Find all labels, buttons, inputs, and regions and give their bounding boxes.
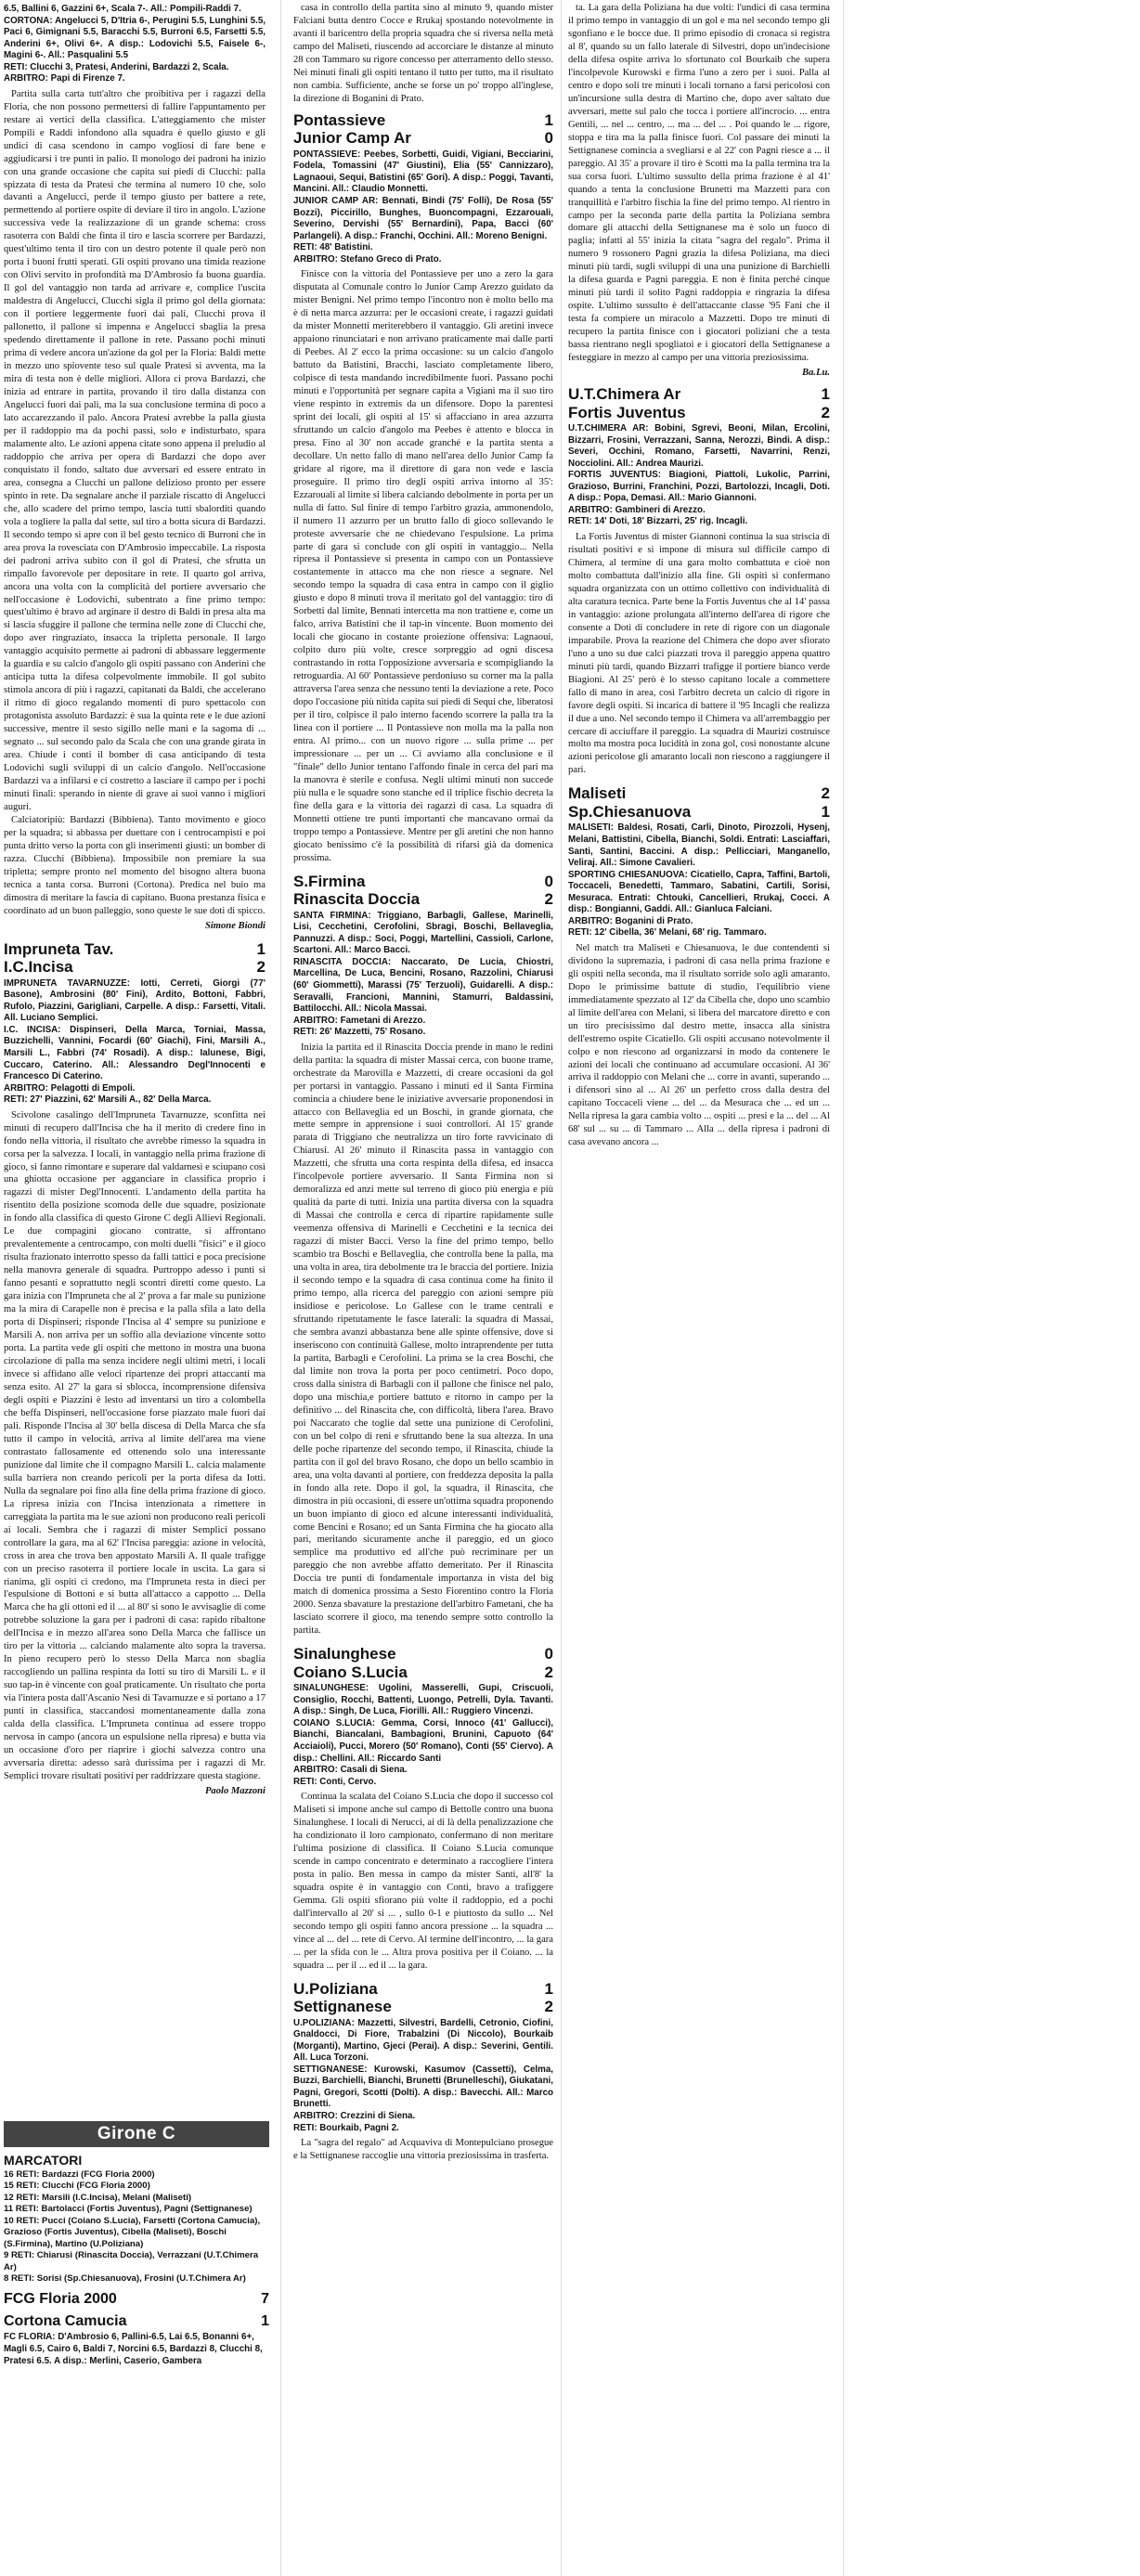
byline: Paolo Mazzoni [204, 1786, 266, 1796]
score-away: Fortis Juventus 2 [568, 403, 830, 421]
match-lineup: U.POLIZIANA: Mazzetti, Silvestri, Bardelli, Cetronio, Ciofini, Gnaldocci, Di Fiore, Trabalzini (Di Niccolo), Bourkaib (Morganti), Martino, Gjeci (Perai). A disp.: Severini, Gentili. All. Luca Torzoni. SETTIGNANESE: Kurowski, Kasumov (Cassetti), Celma, Buzzi, Barchielli, Bianchi, Brunetti (Brunelleschi), Giukatani, Pagni, Gregori, Scotti (Dolti). A disp.: Bavecchi. All.: Marco Brunetti. ARBITRO: Crezzini di Siena. RETI: Bourkaib, Pagni 2. [293, 2017, 553, 2133]
scorer-line: 11 RETI: Bartolacci (Fortis Juventus), Pagni (Settignanese) [4, 2204, 253, 2215]
byline: Simone Biondi [204, 920, 266, 931]
article-firmina-doccia [293, 873, 553, 1638]
girone-c-box [4, 2121, 269, 2370]
player-notes: Calciatoripiù: Bardazzi (Bibbiena). Tanto movimento e gioco per la squadra; si abbassa per duettare con i centrocampisti e poi punta dritto verso la porta con gli inserimenti giusti: un bomber di razza. Clucchi (Bibbiena). Impossibile non premiare la sua tripletta; sempre pronto nel momento del bisogno altera buona tecnica a tanta corsa. Burroni (Cortona). Predica nel buio ma dimostra di meritare la fascia di capitano. Buona prestanza fisica e coordinato ad un buon palleggio, sono queste le sue doti di spicco. [4, 814, 266, 916]
score-home: FCG Floria 2000 7 [4, 2290, 269, 2307]
match-report: Partita sulla carta tutt'altro che proibitiva per i ragazzi della Floria, che non possono permettersi di fallire l'appuntamento per restare ai vertici della classifica. L'atteggiamento che mister Pompili e Raddi infondono alla squadra è quello giusto e gli undici di casa scendono in campo vogliosi di fare bene e aggiudicarsi i tre punti in palio. Il monologo dei padroni ha inizio con una grande occasione che capita sui piedi di Clucchi: palla spizzata di testa da Pratesi che termina al numero 10 che, solo davanti a Angelucci, perde il tempo giusto per battere a rete, permettendo al portiere ospite di deviare il tiro in angolo. L'azione successiva vede la realizzazione di un grande schema: cross rasoterra con Baldi che finta il tiro e lascia scorrere per Bardazzi, quest'ultimo tenta il tiro con un destro potente il quale però non porta i buoni frutti sperati. Gli ospiti provano una timida reazione con Olivi servito in profondità ma D'Ambrosio fa buona guardia. Il gol del vantaggio non tarda ad arrivare e, complice l'uscita maldestra di Angelucci, Clucchi sigla il primo gol della giornata: con il portiere leggermente fuori dai pali, Clucchi prova il pallonetto, il pallone si impenna e Angelucci sbaglia la presa spedendo direttamente il pallone in rete. Passano pochi minuti prima di vedere ancora un'azione da gol per la Floria: Baldi mette in mezzo uno spiovente teso sul quale Pratesi si avventa, ma la mira di testa non è delle migliori. Allora ci prova Bardazzi, che inizia ad entrare in partita, provando il tiro dalla distanza con Angelucci fuori dai pali, ma la sua conclusione termina di poco a lato accarezzando il palo. Ancora Pratesi avrebbe la palla giusta per il raddoppio ma da pochi passi, solo e indisturbato, spara malamente alto. Le azioni appena citate sono appena il preludio al raddoppio che arriva per opera di Bardazzi che dopo aver conquistato il fondo, saltato due avversari ed essere entrato in area, consegna a Clucchi un pallone delizioso pronto per essere spinto in rete. Da segnalare anche il parziale riscatto di Angelucci che, allo scadere del primo tempo, lascia tutti sbalorditi quando vola a togliere la palla dal sette, sul tiro a botta sicura di Bardazzi. Il secondo tempo si apre con il bel gesto tecnico di Burroni che in area prova la rovesciata con D'Ambrosio impeccabile. La risposta dei padroni arriva subito con il gol di Pratesi, che sfrutta un rimpallo favorevole per depositare in rete. Il quarto gol arriva, ancora una volta con la complicità del portiere avversario che nell'occasione è Lodovichi, subentrato a fine primo tempo: quest'ultimo è bravo ad arginare il destro di Baldi in presa alta ma si lascia sfuggire il pallone che termina nelle zone di Clucchi che, dopo aver ringraziato, insacca la tripletta personale. Il largo vantaggio acquisito permette ai padroni di abbassare leggermente la guardia e su calcio d'angolo gli ospiti passano con Anderini che anticipa tutta la difesa colpevolmente immobile. Il gol subito stimola ancora di più i ragazzi, capitanati da Baldi, che accelerano il ritmo di gioco regalando momenti di puro spettacolo con protagonista assoluto Bardazzi: è sua la quinta rete e le due azioni successive, mentre il sesto sigillo nelle mani e la sagoma di ... segnato ... sul secondo palo da Scala che con una grande girata in area. Chiude i conti il bomber di casa anticipando di testa Lodovichi sugli sviluppi di un calcio d'angolo. Nell'occasione Bardazzi va a infilarsi e ci costretto a lasciare il campo per i pochi minuti finali: sperando in niente di grave ai suoi vanno i migliori auguri. [4, 88, 266, 812]
score-away: Settignanese 2 [293, 1998, 553, 2016]
score-home: Sinalunghese 0 [293, 1645, 553, 1663]
match-report: Scivolone casalingo dell'Impruneta Tavarnuzze, sconfitta nei minuti di recupero dall'Incisa che ha il merito di credere fino in fondo nella vittoria, il risultato che avrebbe rimesso la squadra in corsa per la salvezza. I locali, in vantaggio nella prima frazione di gioco, si fanno rimontare e superare dal valdarnesi e sciupano così una ghiotta occasione per agganciare in classifica proprio i ragazzi di mister Degl'Innocenti. L'andamento della partita ha risentito della posizione scomoda delle due squadre, posizionate in fondo alla classifica di questo Girone C degli Allievi Regionali. Le due compagini giocano contratte, si affrontano prevalentemente a centrocampo, con molti duelli "fisici" e il gioco risulta frazionato interrotto spesso da falli tattici e poca precisione nella manovra generale di squadra. Purtroppo adesso i punti si fanno pesanti e soprattutto negli scontri diretti come questo. La gara inizia con l'Impruneta che al 2' prova a far male su punizione ma la mira di Carapelle non è precisa e la palla sfila a lato della porta di Dispinseri; risponde l'Incisa al 4' sempre su punizione e Marsili A. non arriva per un soffio alla deviazione vincente sotto porta. La partita vede gli ospiti che mettono in mostra una buona circolazione di palla ma senza incidere negli ultimi metri, i locali invece si affidano alle veloci ripartenze dei propri attaccanti ma senza esito. Al 27' la gara si sblocca, incomprensione difensiva degli ospiti e Piazzini è lesto ad inventarsi un tiro a colombella che beffa Dispinseri, nell'occasione forse piazzato male fuori dai pali. Risponde l'Incisa al 30' bella discesa di Della Marca che sfa tutto il campo in velocità, arriva al limite dell'area ma viene contrastato fallosamente ed ottenendo solo una interessante punizione dal limite che il compagno Marsili L. calcia malamente sulla barriera non creando pericoli per la porta difesa da Iotti. Nulla da segnalare poi fino alla fine della prima frazione di gioco. La ripresa inizia con l'Incisa intenzionata a rimettere in carreggiata la partita ma le sue azioni non producono reali pericoli ai locali. Sembra che i ragazzi di mister Semplici possano controllare la gara, ma al 62' l'Incisa pareggia: azione in velocità, cross in area che trova ben appostato Marsili A. Il quale trafigge con un preciso rasoterra il portiere locale in uscita. La gara si rianima, gli ospiti ci credono, ma l'Impruneta resta in dieci per l'espulsione di Bottoni e si butta all'attacco a cappotto ... Della Marca che ha gli ottoni ed il ... al 80' si sono le avvisaglie di come potrebbe soluzione la gara per i padroni di casa: rapido ribaltone dell'Incisa e in mezzo all'area sono Della Marca che fallisce un tiro per la vittoria ... calciando malamente alto sopra la traversa. In pieno recupero però lo stesso Della Marca non sbaglia raccogliendo un pallina respinta da Iotti su tiro di Marsili L. e il suo tap-in è vincente con goal praticamente. Un risultato che porta via l'intera posta dall'Ascanio Nesi di Tavarnuzze e si portano a 17 punti in classifica, staccandosi momentaneamente dalla zona calda della classifica. L'Impruneta continua ad essere troppo nervosa in campo (ancora un espulsione nella ripresa) e butta via un occasione d'oro per riaprire i giochi salvezza contro una avversaria diretta: adesso sarà durissima per i ragazzi di Mr. Semplici trovare risultati positivi per raddrizzare questa stagione. [4, 1109, 266, 1782]
girone-title: Girone C [4, 2121, 269, 2147]
column-divider [843, 0, 844, 2576]
article-chimera-fortis [568, 385, 830, 777]
article-maliseti-chiesanuova [568, 784, 830, 1149]
score-home: S.Firmina 0 [293, 872, 553, 890]
match-report: Continua la scalata del Coiano S.Lucia che dopo il successo col Maliseti si impone anche sul campo di Bettolle contro una buona Sinalunghese. I locali di Nerucci, ai di là della penalizzazione che ha condizionato il loro campionato, confermano di non meritare l'ultima posizione di classifica. Il Coiano S.Lucia comunque scende in campo concentrato e determinato a raccogliere l'intera posta in palio. Ben messa in campo da mister Santi, all'8' la squadra ospite è in vantaggio con Conti, bravo a trafiggere Gemma. Gli ospiti sfiorano più volte il raddoppio, ed a pochi dall'intervallo al 20' si ... , sullo 0-1 e piuttosto da sullo ... Nel secondo tempo gli ospiti fanno ancora pressione ... la squadra ... vince al ... del ... rete di Cervo. Al termine dell'incontro, ... la gara ... per la sfida con le ... Altra prova positiva per il Coiano. ... la squadra ... per il ... ed il ... la gara. [293, 1792, 553, 1971]
scorer-line: 8 RETI: Sorisi (Sp.Chiesanuova), Frosini (U.T.Chimera Ar) [4, 2273, 246, 2285]
score-away: Sp.Chiesanuova 1 [568, 802, 830, 821]
column-3 [568, 2, 830, 2576]
score-away: Junior Camp Ar 0 [293, 129, 553, 148]
score-home: Maliseti 2 [568, 784, 830, 803]
article-impruneta-incisa [4, 940, 266, 1798]
score-away: Cortona Camucia 1 [4, 2313, 269, 2330]
score-away: I.C.Incisa 2 [4, 958, 266, 977]
match-report: La "sagra del regalo" ad Acquaviva di Montepulciano prosegue e la Settignanese raccoglie una vittoria preziosissima in trasferta. [293, 2138, 553, 2162]
article-sinalunghese-coiano [293, 1645, 553, 1972]
match-report: Inizia la partita ed il Rinascita Doccia prende in mano le redini della partita: la squadra di mister Massai cerca, con buone trame, orchestrate da Marovilla e Mazzetti, di creare occasioni da gol per portarsi in vantaggio. Passano i minuti ed il Santa Firmina comincia a chiudere bene le iniziative avversarie proponendosi in attacco con Bellaveglia ed un Boschi, in grande giornata, che mette sempre in apprensione i suoi controllori. Al 15' grande parata di Triggiano che neutralizza un tiro forte ravvicinato di Chiarusi. Al 26' minuto il Rinascita passa in vantaggio con Mazzetti, che sfrutta una corta respinta della difesa, ed insacca l'incolpevole portiere avversario. Il Santa Firmina non si demoralizza ed anzi mette sul terreno di gioco più energia e più qualità da parte di tutti. Inizia una partita diversa con la squadra di Massai che controlla e cerca di ripartire rapidamente sulle veemenza offensiva di Marinelli e Cecchetini e la tecnica dei ragazzi di mister Bacci. Verso la fine del primo tempo, bello scambio tra Boschi e Bellaveglia, che controlla bene la palla, ma una volta in area, tira debolmente tra le braccia del portiere. Inizia il secondo tempo e la squadra di casa continua come ha finito il primo tempo, alla ricerca del pareggio con azioni sempre più insidiose e pericolose. Lo Gallese con le trame centrali e sfruttando ripetutamente le fasce laterali: la squadra di Massai, che sembra avanzi abbastanza bene alle spinte offensive, dove si inseriscono con continuità Gallese, molto intraprendente per tutta la partita, Barbagli e Cerofolini. La prima se la crea Boschi, che dal limite non trova la porta per poco centimetri. Poco dopo, cross dalla sinistra di Barbagli con il pallone che finisce nel palo, dopo una mischia,e portiere battuto e ritorno in campo per la definitivo ... del Rinascita che, con difficoltà, libera l'area. Bravo poi Naccarato che toglie dal sette una punizione di Cerofolini, con un bel colpo di reni e sfruttando bene la sua altezza. In una delle poche ripartenze del secondo tempo, il Rinascita, chiude la partita con il gol del bravo Rosano, che dopo un bello scambio in area, una volta davanti al portiere, con freddezza deposita la palla in fondo alla rete. Dopo il gol, la squadra, il Rinascita, che dimostra in più occasioni, di essere un'ottima squadra proponendo un buon impianto di gioco ed alcune interessanti individualità, come Bencini e Rosano; ed un Santa Firmina che ha giocato alla pari, meritando sicuramente anche il pareggio, ed un gioco semplice ma produttivo ed all'che può recriminare per un pareggio che non avrebbe affatto demeritato. Per il Rinascita Doccia tre punti di fondamentale importanza in vista del big match di domenica prossima a Sesto Fiorentino contro la Floria 2000. Senza sbavature la prestazione dell'arbitro Fametani, che ha lasciato scorrere il gioco, ma tenendo sempre sotto controllo la partita. [293, 1042, 553, 1637]
score-away: Rinascita Doccia 2 [293, 890, 553, 909]
match-lineup: FC FLORIA: D'Ambrosio 6, Pallini-6.5, Lai 6.5, Bonanni 6+, Magli 6.5, Cairo 6, Baldi 7, Norcini 6.5, Bardazzi 8, Clucchi 8, Pratesi 6.5. A disp.: Merlini, Caserio, Gambera [4, 2332, 263, 2366]
match-lineup: MALISETI: Baldesi, Rosati, Carli, Dinoto, Pirozzoli, Hysenj, Melani, Battistini, Cibella, Bianchi, Soldi. Entrati: Lasciaffari, Santi, Santini, Baccini. A disp.: Pellicciari, Manganello, Veliraj. All.: Simone Cavalieri. SPORTING CHIESANUOVA: Cicatiello, Capra, Taffini, Bartoli, Toccaceli, Benedetti, Tammaro, Sabatini, Cartili, Sorisi, Mesuraca. Entrati: Chtouki, Cancellieri, Rrukaj, Cocci. A disp.: Bongianni, Gaddi. All.: Gianluca Falciani. ARBITRO: Boganini di Prato. RETI: 12' Cibella, 36' Melani, 68' rig. Tammaro. [568, 822, 830, 938]
match-report: Nel match tra Maliseti e Chiesanuova, le due contendenti si dividono la supremazia, i padroni di casa nella prima frazione e gli ospiti nella seconda, ma il risultato sorride solo agli amaranto. Dopo le primissime battute di studio, l'equilibrio viene immediatamente spezzato al 12' da Cibella che, dopo uno scambio al limite dell'area con Melani, si libera del marcatore diretto e con un tiro precisissimo dal destro mette, insacca alla sinistra dell'estremo ospite Cicatiello. Gli ospiti accusano notevolmente il colpo e non riescono ad organizzarsi in modo da contenere le azioni dei locali che continuano ad accumulare occasioni. Al 36' arriva il raddoppio con Melani che ... corre in avanti, superando ... i difensori sino al ... Al 26' un perfetto cross dalla destra del capitano Toccaceli viene ... del ... da Mesuraca che ... ed un ... Nella ripresa la gara cambia volto ... ospiti ... presi e la ... del ... Al 68' sul ... su ... di Tammaro ... Alla ... della ripresa i padroni di casa avevano ancora ... [568, 942, 830, 1148]
match-report: La Fortis Juventus di mister Giannoni continua la sua striscia di risultati positivi e si impone di misura sul difficile campo di Chimera, al termine di una gara molto combattuta e cioè non molto combattuta dall'inizio alla fine. Gli ospiti si confermano squadra organizzata con un ottimo collettivo con individualità di alta caratura tecnica. Parte bene la Fortis Juventus che al 14' passa in vantaggio: azione prolungata all'interno dell'area di rigore che consente a Doti di concludere in rete di rigore con un diagonale imparabile. Prova la reazione del Chimera che dopo aver sfiorato l'uno a uno su due calci piazzati trova il pareggio appena quattro minuti più tardi, quando Bizzarri trafigge il portiere bianco verde Biagioni. Al 25' però è lo stesso capitano locale a commettere fallo di mano in area, così l'arbitro decreta un calcio di rigore in favore degli ospiti. Si incarica di battere il '95 Incagli che realizza il due a uno. Nel secondo tempo il Chimera va all'arrembaggio per cercare di acciuffare il pareggio. La squadra di Maurizi costruisce molto ma mostra poca lucidità in zona gol, così nonostante alcune azioni pericolose gli amaranto locali non riescono a raggiungere il pari. [568, 531, 830, 776]
article-floria-cortona [4, 4, 266, 933]
match-report-continued: ta. La gara della Poliziana ha due volti: l'undici di casa termina il primo tempo in vantaggio di un gol e ma nel secondo tempo gli sgonfiano e le bocce due. Il primo episodio di cronaca si registra al 8', quando su un fallo laterale di Silvestri, dopo un'indecisione della difesa ospite arriva lo sfortunato col Bourkaib che supera l'incolpevole Kurowski e firma l'uno a zero per i suoi. Palla al centro e dopo soli tre minuti i locali tornano a farsi pericolosi con un'incursione sulla destra di Martino che, dopo aver saltato due avversari, mette sul palo che tocca i portiere all'incrocio. ... entra Gentili, ... nel ... centro, ... ma ... del ... . Poi quando le ... rigore, stoppa e tira ma la palla finisce fuori. Col passare dei minuti la Settignanese comincia a svegliarsi e al 22' con Pagni riesce a ... il pareggio. Al 35' a provare il tiro è Scotti ma la palla termina tra la sua corsa fuori. L'ultimo sussulto della prima frazione è al 41' quando a tenta la conclusione Brunetti ma Mazzetti para con tranquillità e l'arbitro fischia la fine del primo tempo. Al rientro in campo per la seconda parte della partita la Poliziana sembra domare gli attacchi della Settignanese ma è solo un fuoco di paglia; infatti al 55' inizia la citata "sagra del regalo". Prima il numero 9 rossonero Pagni grazia la difesa Poliziana, ma dieci minuti più tardi, sugli sviluppi di una una punizione di Barchielli la difesa guarda e Pagni pareggia. E non è finita perché cinque minuti più tardi il solito Pagni raddoppia e ringrazia la difesa ospite. L'ultimo sussulto è dell'attaccante classe '95 Fani che il testa fa compiere un miracolo a Mazzetti. Dopo tre minuti di recupero la partita finisce con i giocatori poliziani che a testa bassa rientrano negli spogliatoi e i giocatori della Settignanese a festeggiare in mezzo al campo per una vittoria preziosissima. [568, 3, 830, 364]
article-pontassieve-junior [293, 111, 553, 865]
match-report-continued: casa in controllo della partita sino al minuto 9, quando mister Falciani butta dentro Cocce e Rrukaj spostando notevolmente in avanti il baricentro della propria squadra che si riversa nella metà campo del Maliseti, riuscendo ad accorciare le distanze al minuto 28 con Tammaro su rigore concesso per atterramento dello stesso. Nei minuti finali gli ospiti tentano il tutto per tutto, ma il risultato non cambia. Sufficiente, anche se forse un po' troppo all'inglese, la direzione di Boganini di Prato. [293, 3, 553, 104]
column-divider [280, 0, 281, 2576]
byline: Ba.Lu. [801, 368, 830, 379]
match-lineup: IMPRUNETA TAVARNUZZE: Iotti, Cerreti, Giorgi (77' Basone), Ambrosini (80' Fini), Ardito, Bottoni, Fabbri, Rufolo, Piazzini, Garigliani, Carpelle. A disp.: Farsetti, Vitali. All. Luciano Semplici. I.C. INCISA: Dispinseri, Della Marca, Torniai, Massa, Buzzichelli, Vannini, Focardi (60' Giachi), Fini, Marsili A., Marsili L., Fabbri (74' Rosadi). A disp.: Ialunese, Bigi, Cuccaro, Caterino. All.: Alessandro Degl'Innocenti e Francesco Di Caterino. ARBITRO: Pelagotti di Empoli. RETI: 27' Piazzini, 62' Marsili A., 82' Della Marca. [4, 977, 266, 1106]
match-lineup: PONTASSIEVE: Peebes, Sorbetti, Guidi, Vigiani, Becciarini, Fodela, Tomassini (47' Giustini), Elia (55' Cannizzaro), Lagnaoui, Sequi, Batistini (65' Gori). A disp.: Poggi, Tavanti, Mancini. All.: Claudio Monnetti. JUNIOR CAMP AR: Bennati, Bindi (75' Folli), De Rosa (55' Bozzi), Piccirillo, Bunghes, Buoncompagni, Ezzarouali, Severino, Dervishi (55' Bernardini), Papa, Bacci (60' Parlangeli). A disp.: Franchi, Occhini. All.: Moreno Benigni. RETI: 48' Batistini. ARBITRO: Stefano Greco di Prato. [293, 149, 553, 265]
column-2 [293, 2, 553, 2576]
score-home: U.Poliziana 1 [293, 1979, 553, 1998]
scorers-list [4, 2169, 269, 2285]
scorer-line: 16 RETI: Bardazzi (FCG Floria 2000) [4, 2169, 155, 2180]
match-lineup: U.T.CHIMERA AR: Bobini, Sgrevi, Beoni, Milan, Ercolini, Bizzarri, Frosini, Verrazzani, Sanna, Nerozzi, Bindi. A disp.: Severi, Occhini, Romano, Farsetti, Navarrini, Renzi, Nocciolini. All.: Andrea Maurizi. FORTIS JUVENTUS: Biagioni, Piattoli, Lukolic, Parrini, Grazioso, Burrini, Franchini, Pozzi, Bartolozzi, Incagli, Doti. A disp.: Popa, Demasi. All.: Mario Giannoni. ARBITRO: Gambineri di Arezzo. RETI: 14' Doti, 18' Bizzarri, 25' rig. Incagli. [568, 423, 830, 527]
match-lineup: 6.5, Ballini 6, Gazzini 6+, Scala 7-. All.: Pompili-Raddi 7. CORTONA: Angelucci 5, D'Itria 6-, Perugini 5.5, Lunghini 5.5, Paci 6, Gimignani 5.5, Baracchi 5.5, Burroni 6.5, Farsetti 5.5, Anderini 6+, Olivi 6+. A disp.: Lodovichi 5.5, Faisele 6-, Magini 6-. All.: Pasqualini 5.5 RETI: Clucchi 3, Pratesi, Anderini, Bardazzi 2, Scala. ARBITRO: Papi di Firenze 7. [4, 4, 266, 84]
column-4 [861, 2, 1131, 2576]
marcatori-heading: MARCATORI [4, 2153, 83, 2168]
match-lineup: SINALUNGHESE: Ugolini, Masserelli, Gupi, Criscuoli, Consiglio, Rocchi, Battenti, Luongo, Petrelli, Dyla. Tavanti. A disp.: Singh, De Luca, Fiorilli. All.: Ruggiero Vincenzi. COIANO S.LUCIA: Gemma, Corsi, Innoco (41' Gallucci), Bianchi, Biancalani, Bambagioni, Brunini, Capuoto (64' Acciaioli), Pucci, Morero (50' Romano), Conti (55' Ciervo). A disp.: Chellini. All.: Riccardo Santi ARBITRO: Casali di Siena. RETI: Conti, Cervo. [293, 1683, 553, 1787]
score-home: U.T.Chimera Ar 1 [568, 385, 830, 404]
article-poliziana-settignanese [293, 1980, 553, 2163]
scorer-line: 15 RETI: Clucchi (FCG Floria 2000) [4, 2181, 150, 2192]
score-away: Coiano S.Lucia 2 [293, 1663, 553, 1681]
match-report: Finisce con la vittoria del Pontassieve per uno a zero la gara disputata al Comunale contro lo Junior Camp Arezzo guidato da mister Benigni. Nel primo tempo l'incontro non è molto bello ma è di netta marca azzurra: per le occasioni create, i ragazzi guidati da mister Monnetti meriterebbero il vantaggio. Gli aretini invece appaiono rinunciatari e non arrivano praticamente mai dalle parti di Peebes. Al 2' ecco la prima occasione: su un calcio d'angolo battuto da Batistini, Bracchi, lasciato completamente libero, colpisce di testa mandando incredibilmente fuori. Passano pochi minuti e l'opportunità per segnare capita a Vigiani ma il suo tiro viene respinto in extremis da un difensore. Dopo la parentesi sprint dei locali, gli ospiti al 15' si affacciano in area azzurra sfruttando un calcio d'angolo ma Peebes è attento e blocca in presa. Fino al 30' non accade granché e la partita stenta a decollare. Un netto fallo di mano nell'area dello Junior Camp fa gridare al rigore, ma il direttore di gara non vede e lascia proseguire. Il primo tiro degli ospiti arriva intorno al 35': Ezzarouali al limite si libera calciando debolmente in porta per un nulla di fatto. Sul finire di tempo l'arbitro grazia, ammonendolo, il numero 11 azzurro per un brutto fallo di gioco sollevando le proteste avversarie che ne chiedevano l'espulsione. La prima parte di gara si conclude con gli ospiti in vantaggio... Nella ripresa il Pontassieve si presenta in campo con un Pontassieve costantemente in attacco ma che non riesce a segnare. Nel secondo tempo la squadra di casa entra in campo con il giglio giusto e dopo 8 minuti trova il meritato gol del vantaggio: tiro di Sorbetti dal limite, Bennati intercetta ma non trattiene e, come un falco, arriva Batistini che il tap-in vincente. Buon momento dei locali che giocano in costante proiezione offensiva: Lagnaoui, colpito duro più volte, cresce sorpreggio ad ogni discesa contrastando in rotta l'opposizione avversaria e scompigliando la retroguardia. Al 60' Pontassieve perdoniuso su corner ma la palla attraversa l'area senza che nessuno tenti la deviazione a rete. Poco dopo l'occasione più nitida capita sui piedi di Sequi che, liberatosi per il tiro, colpisce il palo interno facendo scorrere la palla tra la linea con il portiere ... Il Pontassieve non molla ma la palla non entra. Al primo... con un nuovo rigore ... sulla prime ... per impressionare ... per un ... Ci avviamo alla conclusione e il "finale" dello Junior tentano l'affondo finale in cerca del pari ma la manovra è sterile e confusa. Negli ultimi minuti non succede più nulla e le squadre sono stanche ed il triplice fischio decreta la fine della gara e la vittoria dei ragazzi di casa. La squadra di Monnetti ottiene tre punti importanti che mancavano ormai da troppo tempo a Pontassieve. Mentre per gli aretini che non hanno giocato benissimo c'è la possibilità di rifarsi già da domenica prossima. [293, 269, 553, 863]
score-home: Pontassieve 1 [293, 110, 553, 129]
scorer-line: 10 RETI: Pucci (Coiano S.Lucia), Farsetti (Cortona Camucia), Grazioso (Fortis Juventus), Cibella (Maliseti), Boschi (S.Firmina), Martino (U.Poliziana) [4, 2215, 261, 2249]
score-home: Impruneta Tav. 1 [4, 939, 266, 958]
column-divider [561, 0, 562, 2576]
scorer-line: 9 RETI: Chiarusi (Rinascita Doccia), Verrazzani (U.T.Chimera Ar) [4, 2250, 259, 2272]
match-lineup: SANTA FIRMINA: Triggiano, Barbagli, Gallese, Marinelli, Lisi, Cecchetini, Cerofolini, Sbragi, Boschi, Bellaveglia, Pannuzzi. A disp.: Soci, Poggi, Martellini, Cassioli, Carlone, Scartoni. All.: Marco Bacci. RINASCITA DOCCIA: Naccarato, De Lucia, Chiostri, Marcellina, De Luca, Bencini, Rosano, Razzolini, Chiarusi (60' Giommetti), Marassi (75' Terzuoli), Guidarelli. A disp.: Seravalli, Francioni, Mannini, Stamurri, Baldassini, Battilocchi. All.: Nicola Massai. ARBITRO: Fametani di Arezzo. RETI: 26' Mazzetti, 75' Rosano. [293, 910, 553, 1038]
scorer-line: 12 RETI: Marsili (I.C.Incisa), Melani (Maliseti) [4, 2192, 192, 2203]
